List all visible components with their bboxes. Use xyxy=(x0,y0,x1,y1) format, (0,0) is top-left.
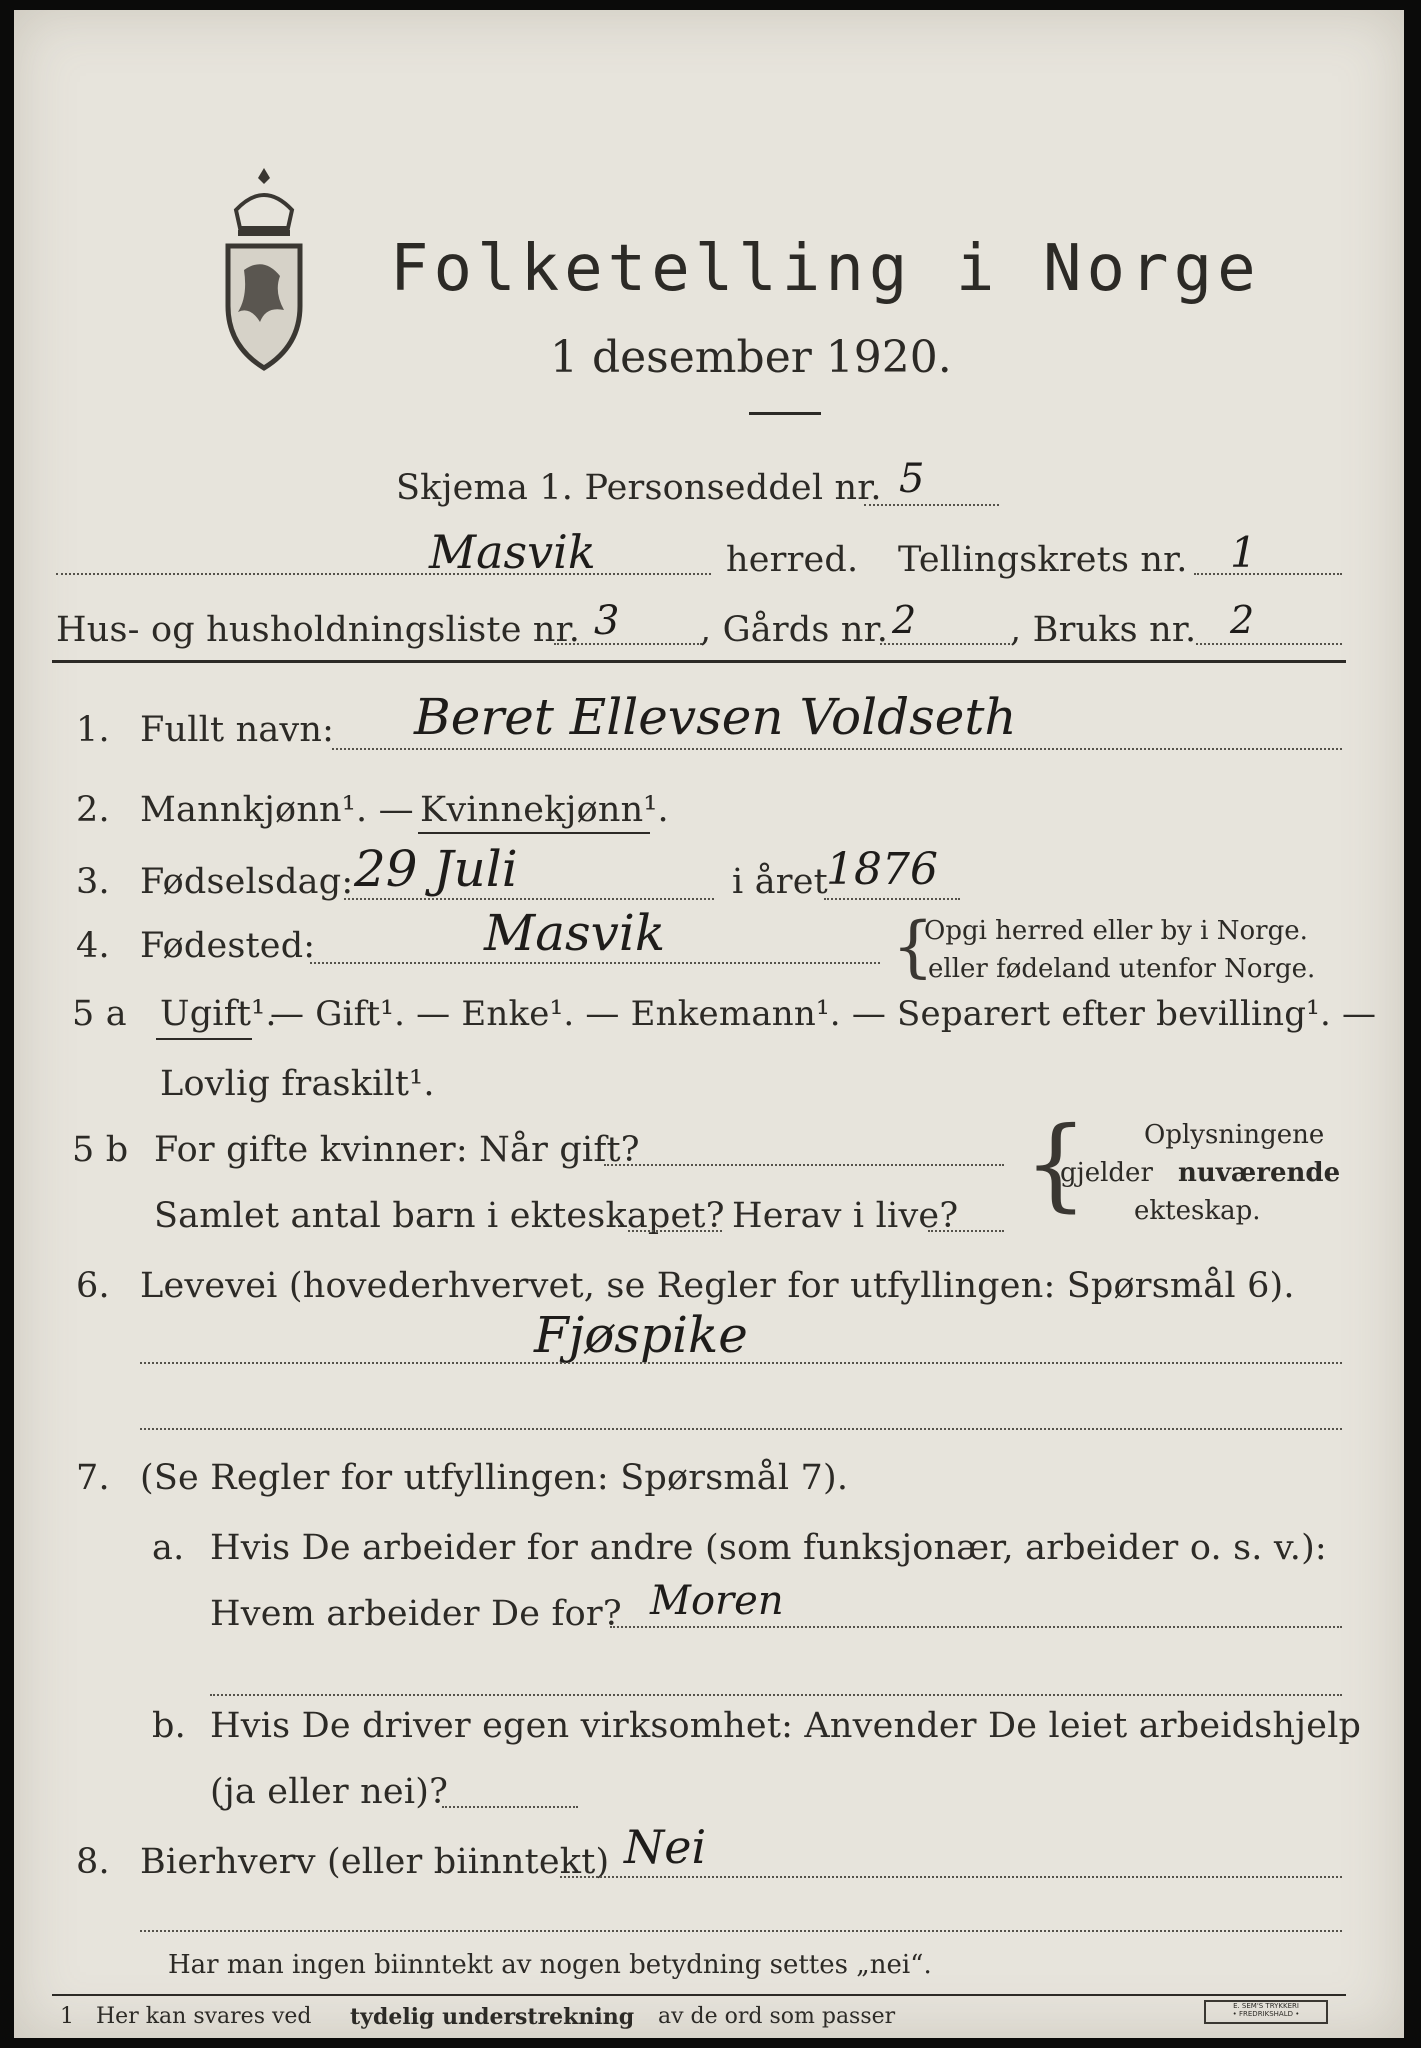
q7a-number: a. xyxy=(152,1528,185,1568)
footer-divider xyxy=(52,1994,1346,1996)
footer-note: Har man ingen biinntekt av nogen betydning settes „nei“. xyxy=(168,1950,932,1980)
q3-line xyxy=(344,898,714,900)
q5b-line-1 xyxy=(604,1164,1004,1166)
q5b-alive: Herav i live? xyxy=(732,1196,959,1236)
q4-note-2: eller fødeland utenfor Norge. xyxy=(928,954,1316,984)
q8-line-1 xyxy=(560,1876,1342,1878)
form-date: 1 desember 1920. xyxy=(550,332,952,383)
q7-number: 7. xyxy=(76,1458,110,1498)
q1-line xyxy=(332,748,1342,750)
herred-label: herred. xyxy=(726,540,859,580)
q3-number: 3. xyxy=(76,862,110,902)
q6-occupation: Fjøspike xyxy=(534,1306,748,1364)
q7a-label: Hvis De arbeider for andre (som funksjonær, arbeider o. s. v.): xyxy=(210,1528,1327,1568)
gards-value: 2 xyxy=(892,598,917,642)
q6-number: 6. xyxy=(76,1266,110,1306)
q3-year-value: 1876 xyxy=(826,844,938,895)
q1-full-name: Beret Ellevsen Voldseth xyxy=(414,688,1017,746)
q6-line-2 xyxy=(140,1428,1342,1430)
printer-stamp xyxy=(1204,2000,1328,2024)
q1-number: 1. xyxy=(76,710,110,750)
q8-line-2 xyxy=(140,1930,1342,1932)
gards-label: , Gårds nr. xyxy=(700,610,889,650)
hus-label: Hus- og husholdningsliste nr. xyxy=(56,610,581,650)
q4-note-1: Opgi herred eller by i Norge. xyxy=(924,916,1308,946)
header-divider xyxy=(52,660,1346,663)
q1-label: Fullt navn: xyxy=(140,710,335,750)
gards-line xyxy=(880,643,1010,645)
q5b-brace: { xyxy=(1024,1105,1088,1222)
q5b-note-2b: nuværende xyxy=(1178,1158,1341,1188)
q5a-number: 5 a xyxy=(72,994,127,1034)
footnote-number: 1 xyxy=(60,2004,74,2029)
q5b-line-2 xyxy=(628,1230,722,1232)
q8-number: 8. xyxy=(76,1842,110,1882)
printer-stamp-line-1: E. SEM'S TRYKKERI xyxy=(1233,2002,1299,2010)
printer-stamp-line-2: • FREDRIKSHALD • xyxy=(1232,2010,1300,2018)
footnote-text-b: tydelig understrekning xyxy=(350,2004,635,2030)
footnote-text-a: Her kan svares ved xyxy=(96,2004,312,2029)
q7a-employer: Moren xyxy=(650,1578,784,1624)
coat-of-arms-icon xyxy=(214,160,314,380)
q5b-line-3 xyxy=(928,1230,1004,1232)
hus-line xyxy=(554,643,702,645)
census-form xyxy=(14,10,1404,2038)
hus-value: 3 xyxy=(594,598,620,644)
q5b-children: Samlet antal barn i ekteskapet? xyxy=(154,1196,725,1236)
q7b-question: (ja eller nei)? xyxy=(210,1772,449,1812)
q8-label: Bierhverv (eller biinntekt) xyxy=(140,1842,610,1882)
form-title: Folketelling i Norge xyxy=(390,232,1261,306)
q5a-ugift: Ugift¹. xyxy=(160,994,277,1034)
skjema-value: 5 xyxy=(899,456,925,502)
q5b-note-2a: gjelder xyxy=(1060,1158,1153,1188)
title-divider xyxy=(749,412,821,415)
q4-number: 4. xyxy=(76,926,110,966)
q7b-line xyxy=(442,1806,578,1808)
q5b-note-1: Oplysningene xyxy=(1144,1120,1325,1150)
q7b-label: Hvis De driver egen virksomhet: Anvender De leiet arbeidshjelp xyxy=(210,1706,1362,1746)
q6-label: Levevei (hovederhvervet, se Regler for utfyllingen: Spørsmål 6). xyxy=(140,1266,1295,1306)
q7-label: (Se Regler for utfyllingen: Spørsmål 7). xyxy=(140,1458,849,1498)
q4-line xyxy=(310,962,880,964)
tellingskrets-label: Tellingskrets nr. xyxy=(898,540,1188,580)
bruks-label: , Bruks nr. xyxy=(1010,610,1197,650)
q8-side-income: Nei xyxy=(624,1820,707,1874)
q2-kvinne-underline xyxy=(418,832,650,834)
bruks-line xyxy=(1196,643,1342,645)
skjema-line xyxy=(864,504,999,506)
q4-brace: { xyxy=(892,908,934,985)
tellingskrets-value: 1 xyxy=(1230,528,1257,577)
bruks-value: 2 xyxy=(1230,598,1255,642)
q7a-line-2 xyxy=(210,1694,1342,1696)
q3-label: Fødselsdag: xyxy=(140,862,354,902)
herred-value: Masvik xyxy=(429,525,596,579)
q3-birthday: 29 Juli xyxy=(354,840,518,898)
footnote-text-c: av de ord som passer xyxy=(658,2004,896,2029)
q5a-ugift-underline xyxy=(156,1038,252,1040)
q3-year-line xyxy=(824,898,960,900)
q2-number: 2. xyxy=(76,790,110,830)
q5a-line2: Lovlig fraskilt¹. xyxy=(160,1064,435,1104)
q6-line-1 xyxy=(140,1362,1342,1364)
q5a-options: — Gift¹. — Enke¹. — Enkemann¹. — Separert efter bevilling¹. — xyxy=(270,994,1377,1034)
q5b-note-3: ekteskap. xyxy=(1134,1196,1261,1226)
tellingskrets-line xyxy=(1194,573,1342,575)
q7a-question: Hvem arbeider De for? xyxy=(210,1594,622,1634)
skjema-label: Skjema 1. Personseddel nr. xyxy=(396,468,882,508)
q2-kvinne: Kvinnekjønn¹. xyxy=(420,790,669,830)
herred-line xyxy=(56,573,711,575)
q5b-number: 5 b xyxy=(72,1130,129,1170)
q7b-number: b. xyxy=(152,1706,186,1746)
q2-mann: Mannkjønn¹. — xyxy=(140,790,414,830)
q3-year-label: i året xyxy=(732,862,828,902)
q7a-line-1 xyxy=(610,1626,1342,1628)
q5b-when-married: For gifte kvinner: Når gift? xyxy=(154,1130,640,1170)
q4-birthplace: Masvik xyxy=(484,904,666,962)
q4-label: Fødested: xyxy=(140,926,316,966)
